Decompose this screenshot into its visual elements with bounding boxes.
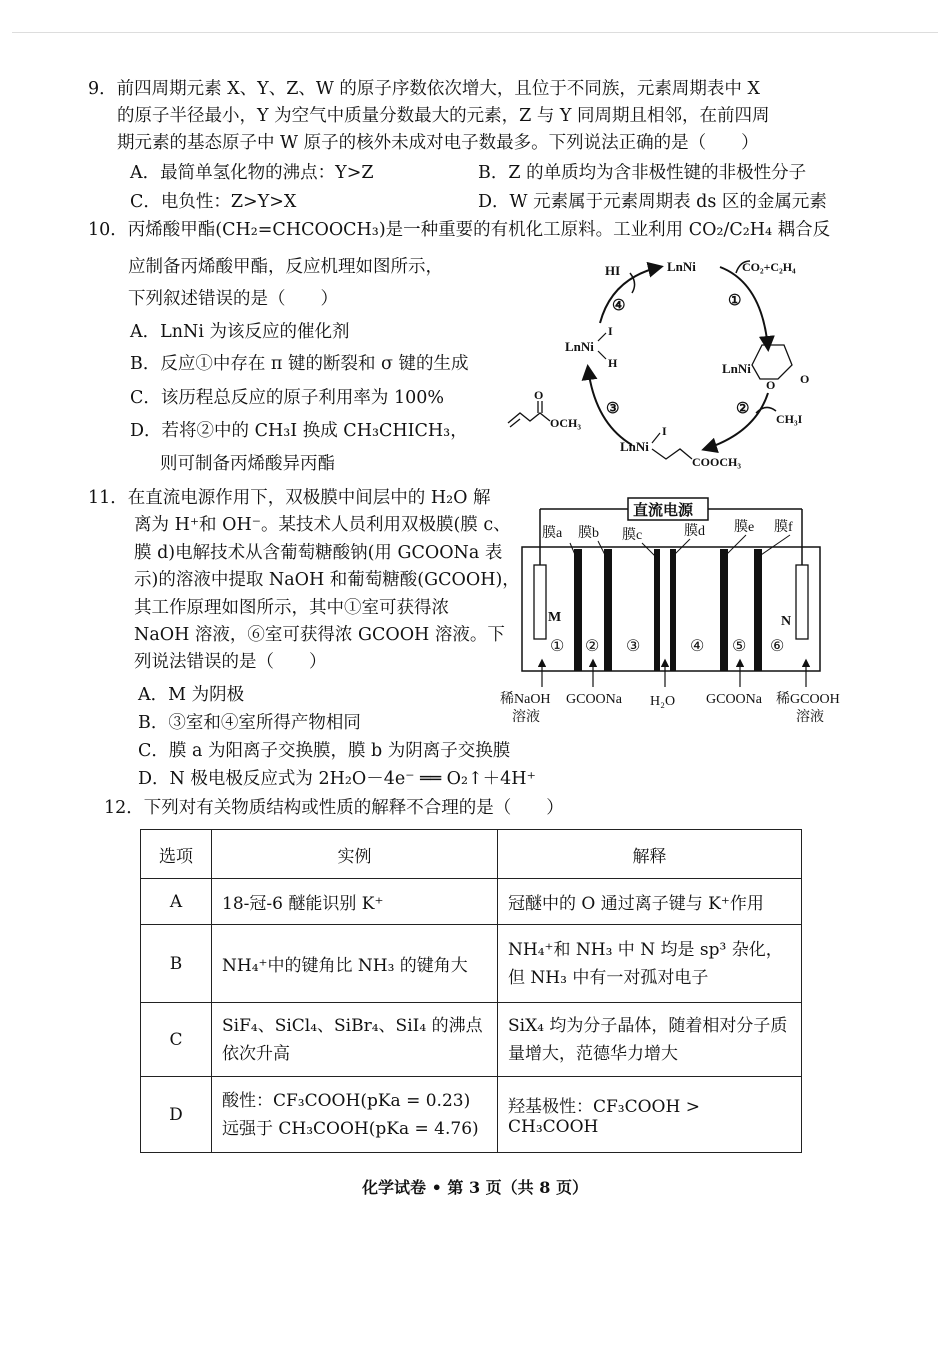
- step-3-label: ③: [606, 401, 620, 417]
- membrane-a-label: 膜a: [542, 526, 563, 541]
- membrane-e-label: 膜e: [734, 520, 755, 535]
- lnni-ring-label: LnNi: [722, 361, 751, 376]
- q10-stem-line-3: 下列叙述错误的是（ ）: [128, 289, 338, 309]
- hydride-iodine-label: I: [608, 324, 613, 338]
- table-row: [141, 925, 802, 1003]
- q9-option-c: C．电负性：Z>Y>X: [130, 192, 297, 212]
- q11-option-a: A．M 为阴极: [138, 685, 245, 705]
- product-oxygen-label: O: [534, 388, 544, 402]
- chain-iodine-label: I: [662, 424, 667, 438]
- hi-label: HI: [605, 263, 621, 278]
- lnni-chain-label: LnNi: [620, 439, 649, 454]
- q9-stem-line-2: 的原子半径最小，Y 为空气中质量分数最大的元素，Z 与 Y 同周期且相邻，在前四周: [117, 106, 770, 126]
- table-header-row: [141, 830, 802, 879]
- row-c-explanation: SiX₄ 均为分子晶体，随着相对分子质量增大，范德华力增大: [498, 1003, 802, 1077]
- input-dilute-naoh-label: 稀NaOH: [500, 692, 551, 707]
- row-b-option: B: [141, 925, 212, 1003]
- room-1-label: ①: [550, 638, 565, 655]
- q11-stem-line-5: 其工作原理如图所示，其中①室可获得浓: [134, 598, 449, 618]
- table-row: [141, 879, 802, 925]
- step-2-label: ②: [736, 401, 750, 417]
- room-5-label: ⑤: [732, 638, 747, 655]
- q10-stem-line-2: 应制备丙烯酸甲酯，反应机理如图所示，: [128, 257, 443, 277]
- electrode-m-label: M: [548, 610, 562, 625]
- q9-stem-line-3: 期元素的基态原子中 W 原子的核外未成对电子数最多。下列说法正确的是（ ）: [117, 133, 759, 153]
- membrane-b-label: 膜b: [578, 526, 599, 541]
- input-solution-label-2: 溶液: [796, 710, 824, 725]
- q11-stem-line-1: 11．在直流电源作用下，双极膜中间层中的 H₂O 解: [88, 488, 491, 508]
- lnni-hydride-label: LnNi: [565, 339, 594, 354]
- membrane-d-label: 膜d: [684, 524, 705, 539]
- q10-option-b: B．反应①中存在 π 键的断裂和 σ 键的生成: [130, 354, 469, 374]
- q11-option-b: B．③室和④室所得产物相同: [138, 713, 361, 733]
- power-supply-label: 直流电源: [633, 503, 694, 519]
- row-a-option: A: [141, 879, 212, 925]
- q11-option-c: C．膜 a 为阳离子交换膜，膜 b 为阴离子交换膜: [138, 741, 511, 761]
- room-4-label: ④: [690, 638, 705, 655]
- q9-option-a: A．最简单氢化物的沸点：Y>Z: [130, 163, 374, 183]
- q10-option-d: D．若将②中的 CH₃I 换成 CH₃CHICH₃，: [130, 421, 468, 441]
- q11-stem-line-4: 示)的溶液中提取 NaOH 和葡萄糖酸(GCOOH)，: [134, 570, 520, 590]
- input-solution-label-1: 溶液: [512, 710, 540, 725]
- input-water-label: H₂O: [650, 694, 676, 709]
- q10-option-d-cont: 则可制备丙烯酸异丙酯: [160, 454, 335, 474]
- row-a-explanation: 冠醚中的 O 通过离子键与 K⁺作用: [498, 879, 802, 925]
- q12-table: [140, 829, 802, 1153]
- q9-option-d: D．W 元素属于元素周期表 ds 区的金属元素: [478, 192, 827, 212]
- membrane-c-label: 膜c: [622, 528, 643, 543]
- catalytic-cycle-diagram: [500, 253, 850, 475]
- q11-stem-line-2: 离为 H⁺和 OH⁻。某技术人员利用双极膜(膜 c、: [134, 515, 511, 535]
- q9-option-b: B．Z 的单质均为含非极性键的非极性分子: [478, 163, 807, 183]
- ch3i-label: CH₃I: [776, 412, 803, 426]
- header-example: 实例: [212, 830, 498, 879]
- page-footer: 化学试卷 • 第 3 页（共 8 页）: [362, 1178, 588, 1197]
- row-a-example: 18-冠-6 醚能识别 K⁺: [212, 879, 498, 925]
- hydride-h-label: H: [608, 356, 618, 370]
- q10-stem-line-1: 10．丙烯酸甲酯(CH₂=CHCOOCH₃)是一种重要的有机化工原料。工业利用 CO₂/C₂H₄ 耦合反: [88, 220, 831, 240]
- ring-oxygen-label: O: [766, 378, 776, 392]
- row-c-option: C: [141, 1003, 212, 1077]
- membrane-f-label: 膜f: [774, 520, 793, 535]
- step-4-label: ④: [612, 298, 626, 314]
- product-och3-label: OCH₃: [550, 416, 581, 430]
- input-gcoona-label-2: GCOONa: [706, 692, 762, 707]
- table-row: [141, 1077, 802, 1153]
- q10-option-a: A．LnNi 为该反应的催化剂: [130, 322, 350, 342]
- chain-cooch3-label: COOCH₃: [692, 455, 741, 469]
- page-top-rule: [12, 32, 938, 33]
- ring-carbonyl-oxygen-label: O: [800, 372, 810, 386]
- header-explanation: 解释: [498, 830, 802, 879]
- co2-c2h4-label: CO₂+C₂H₄: [742, 260, 796, 274]
- row-c-example: SiF₄、SiCl₄、SiBr₄、SiI₄ 的沸点依次升高: [212, 1003, 498, 1077]
- table-row: [141, 1003, 802, 1077]
- row-b-example: NH₄⁺中的键角比 NH₃ 的键角大: [212, 925, 498, 1003]
- row-d-option: D: [141, 1077, 212, 1153]
- electrolysis-cell-diagram: [500, 495, 852, 731]
- electrode-n-label: N: [781, 614, 792, 629]
- q11-stem-line-7: 列说法错误的是（ ）: [134, 652, 327, 672]
- room-3-label: ③: [626, 638, 641, 655]
- q12-stem: 12．下列对有关物质结构或性质的解释不合理的是（ ）: [104, 798, 564, 818]
- input-dilute-gcooh-label: 稀GCOOH: [776, 692, 840, 707]
- lnni-catalyst-label: LnNi: [667, 259, 696, 274]
- header-option: 选项: [141, 830, 212, 879]
- row-d-explanation: 羟基极性：CF₃COOH > CH₃COOH: [498, 1077, 802, 1153]
- input-gcoona-label-1: GCOONa: [566, 692, 622, 707]
- q9-stem-line-1: 9．前四周期元素 X、Y、Z、W 的原子序数依次增大，且位于不同族，元素周期表中 X: [88, 79, 760, 99]
- room-2-label: ②: [585, 638, 600, 655]
- step-1-label: ①: [728, 293, 742, 309]
- q11-option-d: D．N 极电极反应式为 2H₂O－4e⁻ ══ O₂↑＋4H⁺: [138, 769, 536, 789]
- row-d-example: 酸性：CF₃COOH(pKa = 0.23) 远强于 CH₃COOH(pKa = 4.76): [212, 1077, 498, 1153]
- row-b-explanation: NH₄⁺和 NH₃ 中 N 均是 sp³ 杂化，但 NH₃ 中有一对孤对电子: [498, 925, 802, 1003]
- q11-stem-line-6: NaOH 溶液，⑥室可获得浓 GCOOH 溶液。下: [134, 625, 505, 645]
- q11-stem-line-3: 膜 d)电解技术从含葡萄糖酸钠(用 GCOONa 表: [134, 543, 503, 563]
- room-6-label: ⑥: [770, 638, 785, 655]
- q10-option-c: C．该历程总反应的原子利用率为 100%: [130, 388, 444, 408]
